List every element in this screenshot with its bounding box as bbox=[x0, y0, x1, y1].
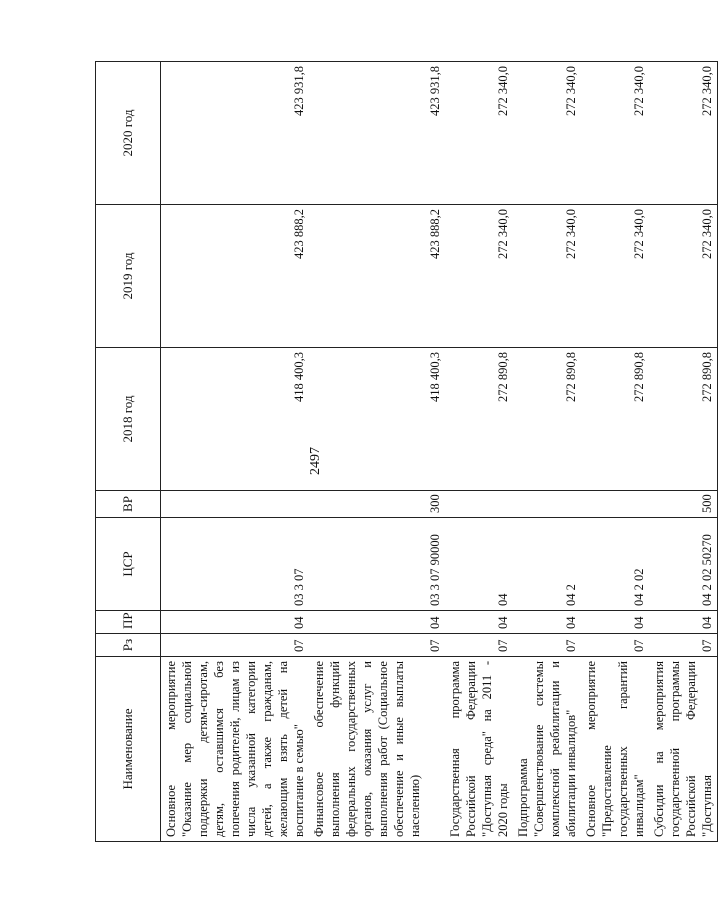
rotated-page-content bbox=[95, 62, 714, 842]
cell-2018: 272 890,8 bbox=[513, 348, 581, 491]
cell-2018: 272 890,8 bbox=[445, 348, 513, 491]
cell-2018: 272 890,8 bbox=[649, 348, 718, 491]
cell-rz: 07 bbox=[309, 634, 445, 657]
cell-2019: 423 888,2 bbox=[161, 205, 310, 348]
table-row bbox=[649, 62, 718, 842]
header-rz: Рз bbox=[96, 634, 161, 657]
cell-rz: 07 bbox=[649, 634, 718, 657]
table-row bbox=[581, 62, 649, 842]
header-2020: 2020 год bbox=[96, 62, 161, 205]
cell-vr: 500 bbox=[649, 491, 718, 518]
cell-rz: 07 bbox=[513, 634, 581, 657]
cell-name: Подпрограмма "Совершенствование системы комплексной реабилитации и абилитации инвалидов" bbox=[513, 657, 581, 842]
cell-2019: 272 340,0 bbox=[649, 205, 718, 348]
cell-csr: 03 3 07 bbox=[161, 518, 310, 611]
header-vr: ВР bbox=[96, 491, 161, 518]
page-number-text: 2497 bbox=[308, 447, 323, 475]
table-row bbox=[513, 62, 581, 842]
cell-rz: 07 bbox=[161, 634, 310, 657]
table-header-row bbox=[96, 62, 161, 842]
cell-2019: 272 340,0 bbox=[581, 205, 649, 348]
cell-2020: 423 931,8 bbox=[309, 62, 445, 205]
cell-name: Финансовое обеспечение выполнения функций федеральных государственных органов, оказания услуг и выполнения работ (Социальное обеспечение и иные выплаты населению) bbox=[309, 657, 445, 842]
cell-2018: 418 400,3 bbox=[309, 348, 445, 491]
cell-csr: 04 2 bbox=[513, 518, 581, 611]
cell-vr: 300 bbox=[309, 491, 445, 518]
cell-2020: 272 340,0 bbox=[445, 62, 513, 205]
cell-2020: 272 340,0 bbox=[581, 62, 649, 205]
budget-table bbox=[95, 61, 718, 842]
cell-name: Государственная программа Российской Федерации "Доступная среда" на 2011 - 2020 годы bbox=[445, 657, 513, 842]
cell-csr: 04 2 02 bbox=[581, 518, 649, 611]
header-csr: ЦСР bbox=[96, 518, 161, 611]
cell-pr: 04 bbox=[513, 611, 581, 634]
header-name: Наименование bbox=[96, 657, 161, 842]
cell-vr bbox=[581, 491, 649, 518]
cell-pr: 04 bbox=[161, 611, 310, 634]
cell-name: Субсидии на мероприятия государственной программы Российской Федерации "Доступная bbox=[649, 657, 718, 842]
cell-2019: 272 340,0 bbox=[445, 205, 513, 348]
cell-2020: 272 340,0 bbox=[649, 62, 718, 205]
cell-name: Основное мероприятие "Предоставление государственных гарантий инвалидам" bbox=[581, 657, 649, 842]
cell-csr: 04 2 02 50270 bbox=[649, 518, 718, 611]
header-2019: 2019 год bbox=[96, 205, 161, 348]
cell-vr bbox=[161, 491, 310, 518]
cell-2018: 272 890,8 bbox=[581, 348, 649, 491]
cell-name: Основное мероприятие "Оказание мер социальной поддержки детям-сиротам, детям, оставшимся без попечения родителей, лицам из числа указанной категории детей, а также гражданам, желающим взять детей на воспитание в семью" bbox=[161, 657, 310, 842]
cell-2019: 423 888,2 bbox=[309, 205, 445, 348]
cell-vr bbox=[513, 491, 581, 518]
cell-rz: 07 bbox=[445, 634, 513, 657]
table-row bbox=[161, 62, 310, 842]
cell-csr: 04 bbox=[445, 518, 513, 611]
table-row bbox=[309, 62, 445, 842]
header-pr: ПР bbox=[96, 611, 161, 634]
cell-rz: 07 bbox=[581, 634, 649, 657]
header-2018: 2018 год bbox=[96, 348, 161, 491]
table-row bbox=[445, 62, 513, 842]
cell-pr: 04 bbox=[309, 611, 445, 634]
cell-2020: 272 340,0 bbox=[513, 62, 581, 205]
cell-2020: 423 931,8 bbox=[161, 62, 310, 205]
cell-vr bbox=[445, 491, 513, 518]
cell-pr: 04 bbox=[649, 611, 718, 634]
cell-pr: 04 bbox=[445, 611, 513, 634]
cell-csr: 03 3 07 90000 bbox=[309, 518, 445, 611]
cell-pr: 04 bbox=[581, 611, 649, 634]
cell-2018: 418 400,3 bbox=[161, 348, 310, 491]
cell-2019: 272 340,0 bbox=[513, 205, 581, 348]
